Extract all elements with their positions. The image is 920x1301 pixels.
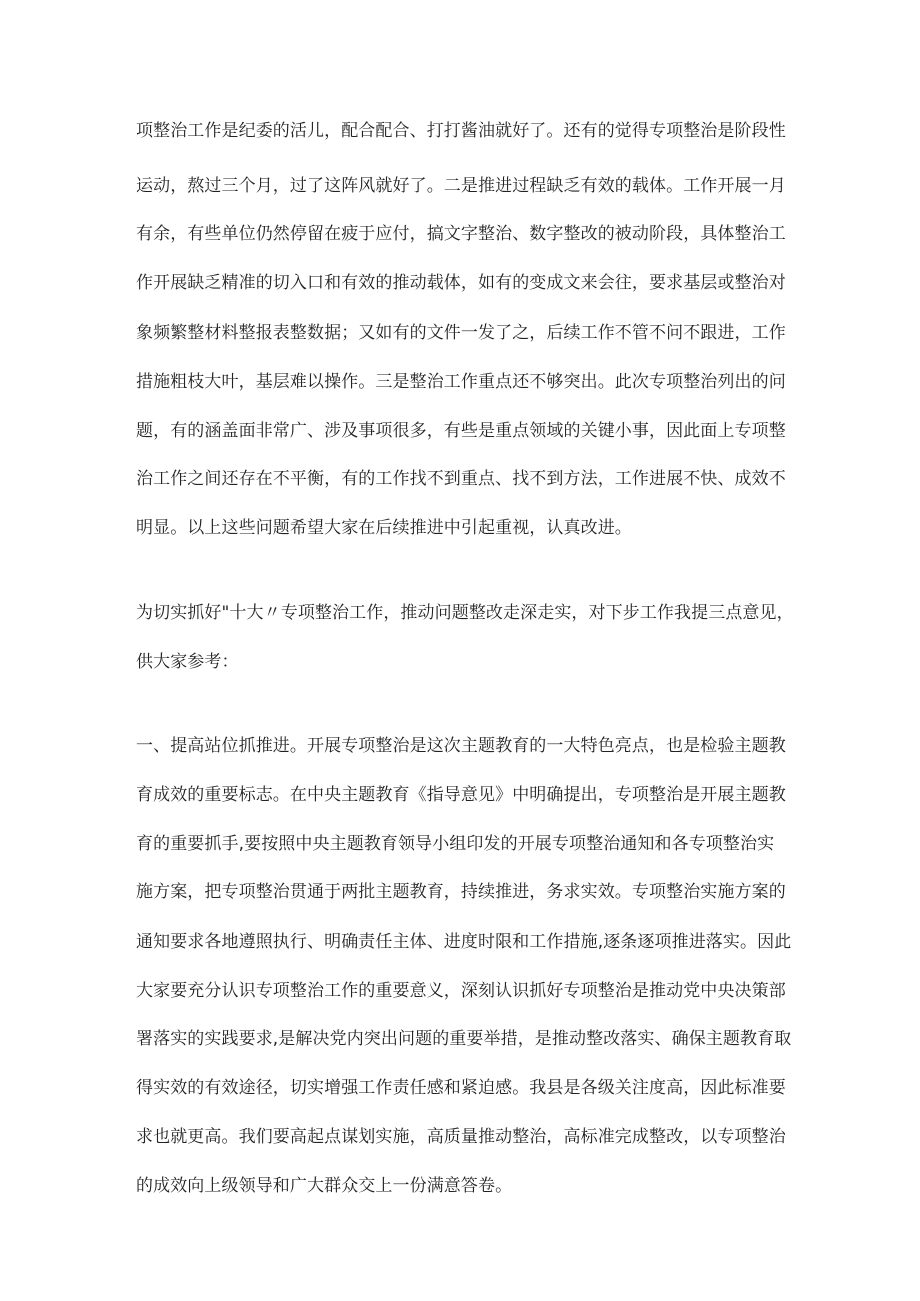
paragraph-3-line-3: 育的重要抓手,要按照中央主题教育领导小组印发的开展专项整治通知和各专项整治实 [136,834,775,854]
paragraph-2-line-1: 为切实抓好"十大〃专项整治工作，推动问题整改走深走实，对下步工作我提三点意见， [136,603,794,623]
paragraph-1-line-5: 象频繁整材料整报表整数据；又如有的文件一发了之，后续工作不管不问不跟进，工作 [136,323,786,343]
paragraph-1-line-2: 运动，熬过三个月，过了这阵风就好了。二是推进过程缺乏有效的载体。工作开展一月 [136,176,786,196]
paragraph-3-line-5: 通知要求各地遵照执行、明确责任主体、进度时限和工作措施,逐条逐项推进落实。因此 [136,932,792,952]
paragraph-1-line-6: 措施粗枝大叶，基层难以操作。三是整治工作重点还不够突出。此次专项整治列出的问 [136,372,786,392]
paragraph-2-line-2: 供大家参考： [136,652,239,672]
paragraph-1-line-3: 有余，有些单位仍然停留在疲于应付，搞文字整治、数字整改的被动阶段，具体整治工 [136,224,786,244]
paragraph-3-line-10: 的成效向上级领导和广大群众交上一份满意答卷。 [136,1176,513,1196]
paragraph-1-line-9: 明显。以上这些问题希望大家在后续推进中引起重视，认真改进。 [136,518,632,538]
paragraph-1-line-4: 作开展缺乏精准的切入口和有效的推动载体，如有的变成文来会往，要求基层或整治对 [136,273,786,293]
paragraph-3-line-6: 大家要充分认识专项整治工作的重要意义，深刻认识抓好专项整治是推动党中央决策部 [136,981,786,1001]
paragraph-1-line-8: 治工作之间还存在不平衡，有的工作找不到重点、找不到方法，工作进展不快、成效不 [136,469,786,489]
paragraph-3-line-9: 求也就更高。我们要高起点谋划实施，高质量推动整治，高标准完成整改，以专项整治 [136,1127,786,1147]
paragraph-1-line-1: 项整治工作是纪委的活儿，配合配合、打打酱油就好了。还有的觉得专项整治是阶段性 [136,121,786,141]
paragraph-3-line-8: 得实效的有效途径，切实增强工作责任感和紧迫感。我县是各级关注度高，因此标准要 [136,1078,786,1098]
paragraph-3-line-2: 育成效的重要标志。在中央主题教育《指导意见》中明确提出，专项整治是开展主题教 [136,785,786,805]
paragraph-3-line-7: 署落实的实践要求,是解决党内突出问题的重要举措，是推动整改落实、确保主题教育取 [136,1029,792,1049]
paragraph-3-line-1: 一、提高站位抓推进。开展专项整治是这次主题教育的一大特色亮点，也是检验主题教 [136,736,786,756]
paragraph-1-line-7: 题，有的涵盖面非常广、涉及事项很多，有些是重点领域的关键小事，因此面上专项整 [136,421,786,441]
paragraph-3-line-4: 施方案，把专项整治贯通于两批主题教育，持续推进，务求实效。专项整治实施方案的 [136,882,786,902]
